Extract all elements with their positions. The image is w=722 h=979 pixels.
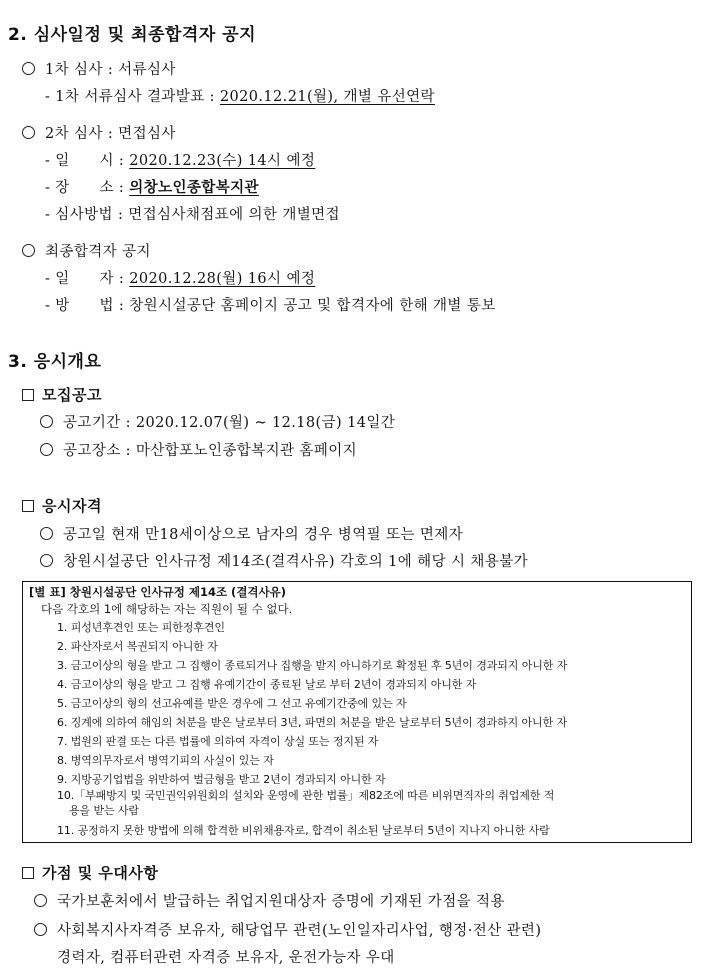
second-method-line: - 심사방법 : 면접심사채점표에 의한 개별면접	[45, 207, 340, 223]
section-2-heading: 2. 심사일정 및 최종합격자 공지	[8, 25, 257, 45]
list-item: 7. 법원의 판결 또는 다른 법률에 의하여 자격이 상실 또는 정지된 자	[57, 735, 379, 748]
list-item: 11. 공정하지 못한 방법에 의해 합격한 비위채용자로, 합격이 취소된 날로부터 5년이 지나지 아니한 사람	[57, 824, 550, 837]
square-bullet-icon	[22, 389, 34, 401]
circle-bullet-icon	[34, 923, 47, 936]
list-item: 1. 피성년후견인 또는 피한정후견인	[57, 621, 225, 634]
circle-bullet-icon	[40, 415, 53, 428]
list-item: 3. 금고이상의 형을 받고 그 집행이 종료되거나 집행을 받지 아니하기로 확정된 후 5년이 경과되지 아니한 자	[57, 659, 568, 672]
list-item: 9. 지방공기업법을 위반하여 벌금형을 받고 2년이 경과되지 아니한 자	[57, 773, 386, 786]
first-screening-label: 1차 심사 : 서류심사	[45, 62, 176, 78]
second-date-line	[45, 149, 315, 170]
list-item: 2. 파산자로서 복권되지 아니한 자	[57, 640, 218, 653]
circle-bullet-icon	[40, 527, 53, 540]
list-item: 10.「부패방지 및 국민권익위원회의 설치와 운영에 관한 법률」제82조에 따른 비위면직자의 취업제한 적	[57, 789, 555, 802]
recruit-place-text: 공고장소 : 마산합포노인종합복지관 홈페이지	[63, 443, 358, 459]
final-date-line	[45, 267, 315, 288]
circle-bullet-icon	[34, 894, 47, 907]
second-date-value: 2020.12.23(수) 14시 예정	[129, 153, 316, 169]
circle-bullet-icon	[40, 443, 53, 456]
final-announcement-label: 최종합격자 공지	[45, 244, 151, 260]
table-intro: 다음 각호의 1에 해당하는 자는 직원이 될 수 없다.	[41, 602, 293, 616]
circle-bullet-icon	[22, 244, 35, 257]
qualification-heading-label: 응시자격	[42, 497, 102, 515]
list-item: 4. 금고이상의 형을 받고 그 집행 유예기간이 종료된 날로 부터 2년이 경과되지 아니한 자	[57, 678, 477, 691]
section-3-heading: 3. 응시개요	[8, 352, 102, 372]
bonus-item-1-text: 국가보훈처에서 발급하는 취업지원대상자 증명에 기재된 가점을 적용	[57, 894, 505, 910]
disqualification-table	[22, 581, 692, 843]
recruit-heading-label: 모집공고	[42, 386, 102, 404]
bonus-item-2-continuation: 경력자, 컴퓨터관련 자격증 보유자, 운전가능자 우대	[57, 950, 395, 966]
first-result-prefix: - 1차 서류심사 결과발표 :	[45, 89, 220, 105]
recruit-period-text: 공고기간 : 2020.12.07(월) ~ 12.18(금) 14일간	[63, 415, 396, 431]
list-item: 8. 병역의무자로서 병역기피의 사실이 있는 자	[57, 754, 274, 767]
final-announcement-item	[22, 240, 151, 261]
recruit-place-item	[40, 439, 357, 460]
first-result-value: 2020.12.21(월), 개별 유선연락	[219, 89, 435, 105]
bonus-item-2	[34, 919, 541, 940]
second-date-prefix: - 일 시 :	[45, 153, 130, 169]
second-place-value: 의창노인종합복지관	[129, 179, 259, 196]
first-result-line	[45, 85, 435, 106]
qualification-heading	[22, 495, 102, 516]
table-title: [별 표] 창원시설공단 인사규정 제14조 (결격사유)	[29, 585, 287, 599]
bonus-heading	[22, 862, 158, 883]
final-date-prefix: - 일 자 :	[45, 271, 130, 287]
circle-bullet-icon	[40, 554, 53, 567]
second-screening-item	[22, 122, 176, 143]
second-screening-label: 2차 심사 : 면접심사	[45, 126, 176, 142]
circle-bullet-icon	[22, 62, 35, 75]
list-item-continuation: 용을 받는 사람	[69, 804, 139, 817]
list-item: 5. 금고이상의 형의 선고유예를 받은 경우에 그 선고 유예기간중에 있는 자	[57, 697, 407, 710]
square-bullet-icon	[22, 867, 34, 879]
list-item: 6. 징계에 의하여 해임의 처분을 받은 날로부터 3년, 파면의 처분을 받은 날로부터 5년이 경과하지 아니한 자	[57, 716, 568, 729]
second-place-line	[45, 176, 259, 197]
circle-bullet-icon	[22, 126, 35, 139]
bonus-item-2-text: 사회복지사자격증 보유자, 해당업무 관련(노인일자리사업, 행정·전산 관련)	[57, 923, 542, 939]
first-screening-item	[22, 58, 176, 79]
qualification-item-1-text: 공고일 현재 만18세이상으로 남자의 경우 병역필 또는 면제자	[63, 527, 464, 543]
second-place-prefix: - 장 소 :	[45, 180, 130, 196]
final-date-value: 2020.12.28(월) 16시 예정	[129, 271, 316, 287]
recruit-period-item	[40, 411, 395, 432]
qualification-item-2-text: 창원시설공단 인사규정 제14조(결격사유) 각호의 1에 해당 시 채용불가	[63, 554, 529, 570]
final-method-line: - 방 법 : 창원시설공단 홈페이지 공고 및 합격자에 한해 개별 통보	[45, 298, 496, 314]
recruit-heading	[22, 384, 102, 405]
qualification-item-1	[40, 523, 463, 544]
bonus-item-1	[34, 890, 505, 911]
qualification-item-2	[40, 550, 528, 571]
bonus-heading-label: 가점 및 우대사항	[42, 864, 159, 882]
square-bullet-icon	[22, 500, 34, 512]
